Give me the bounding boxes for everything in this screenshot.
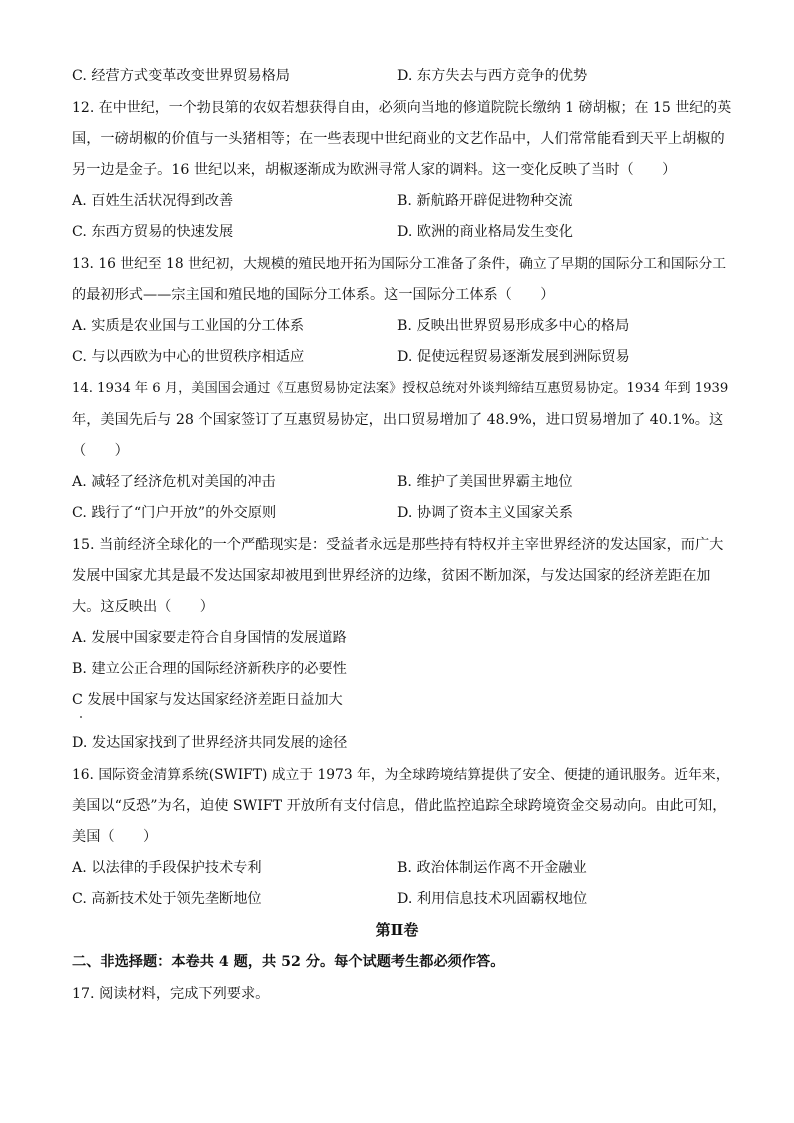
q15-stem-line2: 发展中国家尤其是最不发达国家却被甩到世界经济的边缘，贫困不断加深，与发达国家的经济差距在加 [72, 568, 711, 584]
q12-stem-line1: 12. 在中世纪，一个勃艮第的农奴若想获得自由，必须向当地的修道院院长缴纳 1 磅胡椒；在 15 世纪的英 [72, 100, 732, 116]
q12-option-d: D. 欧洲的商业格局发生变化 [397, 224, 573, 240]
q12-option-a: A. 百姓生活状况得到改善 [72, 193, 234, 209]
q11-option-d: D. 东方失去与西方竞争的优势 [397, 68, 588, 84]
q12-option-b: B. 新航路开辟促进物种交流 [397, 193, 573, 209]
q16-option-d: D. 利用信息技术巩固霸权地位 [397, 891, 588, 907]
q15-stem-line1: 15. 当前经济全球化的一个严酷现实是：受益者永远是那些持有特权并主宰世界经济的发达国家，而广大 [72, 537, 724, 553]
section-title: 第Ⅱ卷 [375, 921, 419, 939]
q12-stem-line3: 另一边是金子。16 世纪以来，胡椒逐渐成为欧洲寻常人家的调料。这一变化反映了当时（ ） [72, 162, 677, 178]
q15-stem-line3: 大。这反映出（ ） [72, 599, 214, 615]
stray-dot-mark [80, 716, 82, 718]
q13-option-d: D. 促使远程贸易逐渐发展到洲际贸易 [397, 349, 630, 365]
q15-option-c: C 发展中国家与发达国家经济差距日益加大 [72, 692, 343, 708]
q16-option-b: B. 政治体制运作离不开金融业 [397, 860, 587, 876]
q16-option-c: C. 高新技术处于领先垄断地位 [72, 891, 262, 907]
q14-stem-line1: 14. 1934 年 6 月，美国国会通过《互惠贸易协定法案》授权总统对外谈判缔结互惠贸易协定。1934 年到 1939 [72, 381, 729, 396]
q13-stem-line1: 13. 16 世纪至 18 世纪初，大规模的殖民地开拓为国际分工准备了条件，确立了早期的国际分工和国际分工 [72, 256, 727, 272]
q15-option-a: A. 发展中国家要走符合自身国情的发展道路 [72, 630, 347, 646]
q12-stem-line2: 国，一磅胡椒的价值与一头猪相等；在一些表现中世纪商业的文艺作品中，人们常常能看到天平上胡椒的 [72, 131, 725, 147]
q14-option-d: D. 协调了资本主义国家关系 [397, 505, 573, 521]
q14-option-b: B. 维护了美国世界霸主地位 [397, 474, 573, 490]
q15-option-b: B. 建立公正合理的国际经济新秩序的必要性 [72, 661, 347, 677]
q13-option-c: C. 与以西欧为中心的世贸秩序相适应 [72, 349, 305, 365]
q14-stem-line2: 年，美国先后与 28 个国家签订了互惠贸易协定，出口贸易增加了 48.9%，进口贸易增加了 40.1%。这 [72, 412, 724, 428]
q14-stem-line3: （ ） [72, 443, 129, 459]
q13-option-a: A. 实质是农业国与工业国的分工体系 [72, 318, 305, 334]
q12-option-c: C. 东西方贸易的快速发展 [72, 224, 234, 240]
q16-stem-line1: 16. 国际资金清算系统(SWIFT) 成立于 1973 年，为全球跨境结算提供了安全、便捷的通讯服务。近年来， [72, 767, 730, 783]
q11-option-c: C. 经营方式变革改变世界贸易格局 [72, 68, 290, 84]
q17-stem: 17. 阅读材料，完成下列要求。 [72, 986, 270, 1002]
q13-option-b: B. 反映出世界贸易形成多中心的格局 [397, 318, 630, 334]
q16-stem-line2: 美国以“反恐”为名，迫使 SWIFT 开放所有支付信息，借此监控追踪全球跨境资金交易动向。由此可知， [72, 798, 727, 814]
q15-option-d: D. 发达国家找到了世界经济共同发展的途径 [72, 735, 348, 751]
q14-option-a: A. 减轻了经济危机对美国的冲击 [72, 474, 276, 490]
q14-option-c: C. 践行了“门户开放”的外交原则 [72, 505, 277, 521]
q13-stem-line2: 的最初形式——宗主国和殖民地的国际分工体系。这一国际分工体系（ ） [72, 287, 555, 303]
q16-option-a: A. 以法律的手段保护技术专利 [72, 860, 262, 876]
section-heading: 二、非选择题：本卷共 4 题，共 52 分。每个试题考生都必须作答。 [72, 954, 505, 970]
q16-stem-line3: 美国（ ） [72, 829, 158, 845]
